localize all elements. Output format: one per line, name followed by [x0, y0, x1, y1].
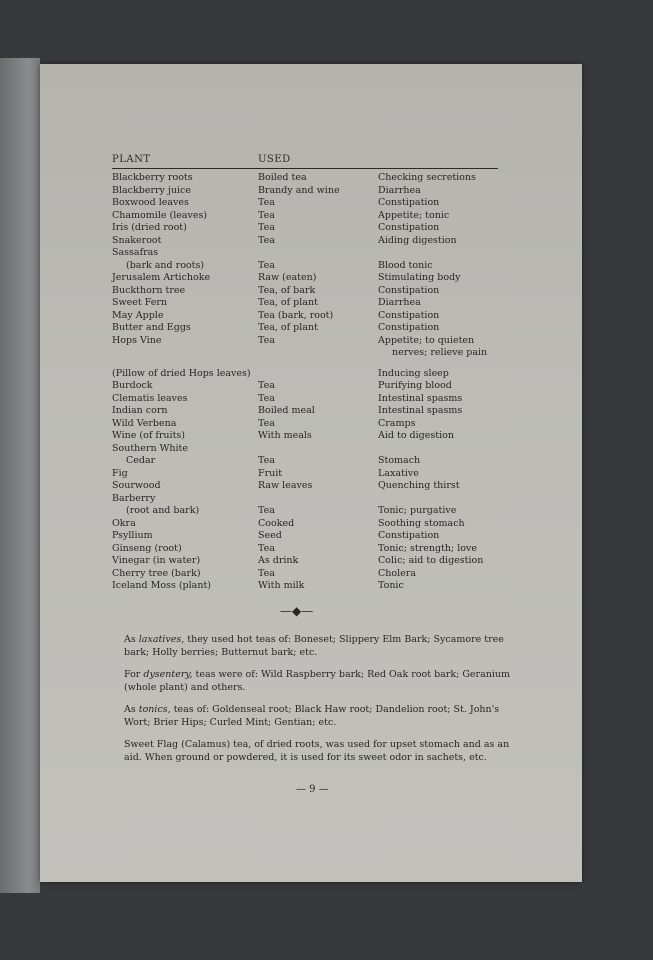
- note-tonics: As tonics, teas of: Goldenseal root; Black Haw root; Dandelion root; St. John's Wort; Brier Hips; Curled Mint; Gentian; etc.: [124, 704, 500, 728]
- cell-plant: Cherry tree (bark): [112, 567, 201, 579]
- table-row: [112, 393, 512, 406]
- table-row: [112, 493, 512, 506]
- cell-used: Tea, of bark: [258, 284, 316, 296]
- cell-used: Brandy and wine: [258, 184, 340, 196]
- cell-purpose: Constipation: [378, 197, 440, 208]
- cell-purpose: Constipation: [378, 530, 440, 541]
- cell-purpose: Appetite; to quieten: [378, 334, 475, 346]
- cell-plant: Hops Vine: [112, 334, 162, 346]
- cell-used: Tea: [258, 567, 275, 579]
- table-row: [112, 380, 512, 393]
- table-row: [112, 405, 512, 418]
- cell-purpose: Appetite; tonic: [378, 209, 450, 221]
- cell-plant: May Apple: [112, 309, 164, 321]
- cell-plant: Buckthorn tree: [112, 284, 186, 296]
- cell-plant: Iceland Moss (plant): [112, 580, 211, 591]
- cell-purpose: Tonic; purgative: [378, 505, 457, 516]
- cell-plant: Southern White: [112, 442, 188, 454]
- facing-page-edge: [0, 58, 40, 893]
- cell-plant: Blackberry roots: [112, 172, 193, 183]
- cell-purpose: nerves; relieve pain: [392, 347, 488, 358]
- cell-purpose: Aid to digestion: [378, 430, 454, 441]
- cell-plant: Burdock: [112, 380, 153, 391]
- cell-used: Tea: [258, 455, 275, 466]
- cell-used: Cooked: [258, 517, 295, 529]
- cell-plant: Fig: [112, 467, 128, 479]
- table-row: [112, 580, 512, 593]
- cell-plant: Blackberry juice: [112, 184, 191, 196]
- cell-used: Raw leaves: [258, 480, 313, 491]
- cell-purpose: Stomach: [378, 455, 421, 466]
- cell-used: Tea: [258, 209, 275, 221]
- cell-plant: Okra: [112, 517, 136, 529]
- table-row: [112, 222, 512, 235]
- cell-plant: Psyllium: [112, 530, 153, 541]
- cell-used: Raw (eaten): [258, 272, 317, 283]
- table-row: [112, 480, 512, 493]
- cell-purpose: Purifying blood: [378, 380, 452, 391]
- cell-purpose: Diarrhea: [378, 297, 421, 308]
- cell-purpose: Soothing stomach: [378, 517, 465, 529]
- table-row: [112, 505, 512, 518]
- cell-used: Boiled tea: [258, 172, 307, 183]
- page-number: — 9 —: [296, 784, 329, 795]
- book-page: [40, 64, 582, 882]
- table-row: [112, 322, 512, 335]
- table-row: [112, 568, 512, 581]
- cell-purpose: Aiding digestion: [378, 234, 457, 246]
- plant-table: [112, 172, 512, 593]
- cell-used: Tea, of plant: [258, 322, 318, 333]
- table-row: [112, 197, 512, 210]
- cell-purpose: Laxative: [378, 467, 419, 479]
- cell-plant: Boxwood leaves: [112, 197, 189, 208]
- cell-plant: (Pillow of dried Hops leaves): [112, 367, 251, 379]
- cell-plant: Iris (dried root): [112, 222, 187, 233]
- cell-used: Tea: [258, 222, 275, 233]
- cell-plant: Wild Verbena: [112, 417, 177, 429]
- cell-used: Tea: [258, 505, 275, 516]
- cell-used: With meals: [258, 430, 312, 441]
- cell-plant: Jerusalem Artichoke: [112, 272, 211, 283]
- table-row: [112, 555, 512, 568]
- cell-used: Tea, of plant: [258, 297, 318, 308]
- table-row: [112, 297, 512, 310]
- cell-plant: Vinegar (in water): [112, 555, 201, 566]
- table-row: [112, 247, 512, 260]
- cell-plant: Sourwood: [112, 480, 161, 491]
- note-calamus: Sweet Flag (Calamus) tea, of dried roots, was used for upset stomach and as an aid. When ground or powdered, it is used for its sweet odor in sachets, etc.: [124, 739, 510, 763]
- table-row: [112, 260, 512, 273]
- table-row: [112, 443, 512, 456]
- cell-plant: Barberry: [112, 492, 156, 504]
- table-row: [112, 185, 512, 198]
- table-row: [112, 310, 512, 323]
- table-row: [112, 518, 512, 531]
- header-used: USED: [258, 154, 291, 165]
- cell-used: Tea: [258, 417, 275, 429]
- table-row: [112, 347, 512, 360]
- cell-used: As drink: [258, 555, 299, 566]
- cell-purpose: Diarrhea: [378, 184, 421, 196]
- cell-purpose: Quenching thirst: [378, 480, 460, 491]
- cell-plant: Cedar: [126, 455, 156, 466]
- cell-plant: Ginseng (root): [112, 542, 182, 554]
- cell-purpose: Colic; aid to digestion: [378, 555, 484, 566]
- cell-plant: Chamomile (leaves): [112, 209, 208, 221]
- table-row: [112, 530, 512, 543]
- cell-plant: Snakeroot: [112, 234, 162, 246]
- cell-purpose: Constipation: [378, 309, 440, 321]
- cell-used: Seed: [258, 530, 282, 541]
- cell-plant: Wine (of fruits): [112, 430, 185, 441]
- cell-purpose: Constipation: [378, 322, 440, 333]
- cell-purpose: Constipation: [378, 222, 440, 233]
- table-row: [112, 368, 512, 381]
- notes-section: [124, 634, 514, 774]
- table-row: [112, 235, 512, 248]
- cell-purpose: Cramps: [378, 417, 416, 429]
- cell-used: Tea (bark, root): [258, 309, 334, 321]
- cell-used: Tea: [258, 542, 275, 554]
- section-divider: —◆—: [280, 604, 314, 618]
- cell-plant: Sweet Fern: [112, 297, 168, 308]
- table-row: [112, 172, 512, 185]
- cell-purpose: Tonic: [378, 580, 404, 591]
- cell-used: With milk: [258, 580, 305, 591]
- cell-purpose: Checking secretions: [378, 172, 476, 183]
- table-row: [112, 418, 512, 431]
- table-row: [112, 455, 512, 468]
- table-row: [112, 468, 512, 481]
- cell-plant: (root and bark): [126, 505, 200, 516]
- cell-plant: Butter and Eggs: [112, 322, 191, 333]
- table-header: [112, 154, 498, 169]
- table-row: [112, 543, 512, 556]
- cell-plant: Sassafras: [112, 247, 159, 258]
- cell-plant: Indian corn: [112, 405, 168, 416]
- cell-used: Tea: [258, 259, 275, 271]
- table-row: [112, 430, 512, 443]
- cell-used: Tea: [258, 380, 275, 391]
- cell-purpose: Intestinal spasms: [378, 405, 463, 416]
- note-dysentery: For dysentery, teas were of: Wild Raspberry bark; Red Oak root bark; Geranium (whole plant) and others.: [124, 669, 511, 693]
- header-plant: PLANT: [112, 154, 151, 165]
- cell-used: Tea: [258, 197, 275, 208]
- cell-used: Boiled meal: [258, 405, 315, 416]
- cell-used: Tea: [258, 334, 275, 346]
- cell-purpose: Cholera: [378, 567, 416, 579]
- table-row: [112, 272, 512, 285]
- cell-purpose: Inducing sleep: [378, 367, 449, 379]
- cell-used: Fruit: [258, 467, 283, 479]
- cell-plant: Clematis leaves: [112, 392, 188, 404]
- cell-used: Tea: [258, 234, 275, 246]
- cell-purpose: Tonic; strength; love: [378, 542, 477, 554]
- cell-purpose: Intestinal spasms: [378, 392, 463, 404]
- cell-purpose: Constipation: [378, 284, 440, 296]
- table-row: [112, 285, 512, 298]
- cell-used: Tea: [258, 392, 275, 404]
- cell-plant: (bark and roots): [126, 259, 205, 271]
- table-row: [112, 210, 512, 223]
- note-laxatives: As laxatives, they used hot teas of: Boneset; Slippery Elm Bark; Sycamore tree bark; Holly berries; Butternut bark; etc.: [124, 634, 504, 658]
- table-row: [112, 335, 512, 348]
- cell-purpose: Blood tonic: [378, 259, 433, 271]
- cell-purpose: Stimulating body: [378, 272, 461, 283]
